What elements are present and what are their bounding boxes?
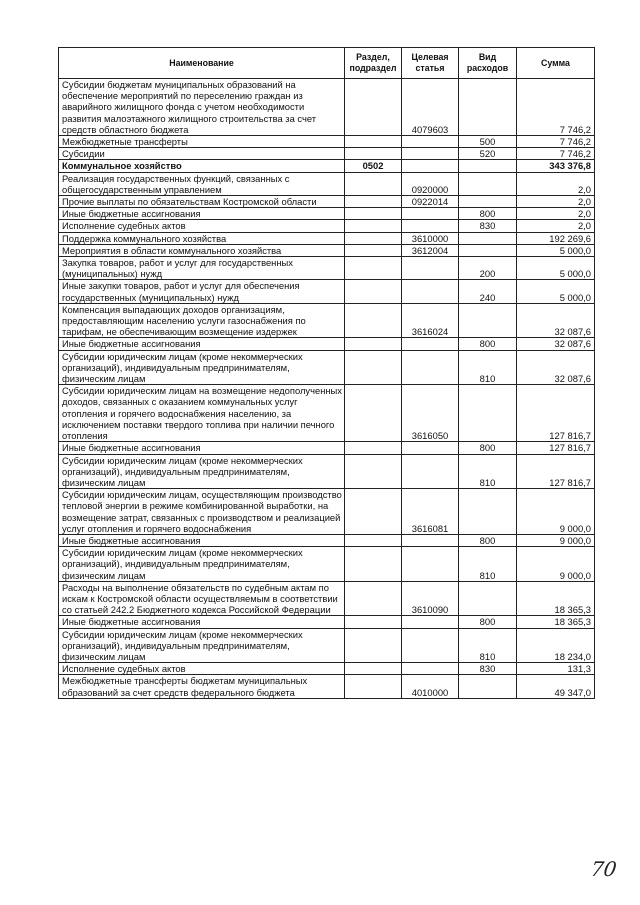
cell-section xyxy=(345,79,402,136)
cell-article xyxy=(402,136,459,148)
cell-article: 4079603 xyxy=(402,79,459,136)
cell-sum: 18 234,0 xyxy=(517,628,595,663)
cell-article: 3616024 xyxy=(402,303,459,338)
table-row xyxy=(59,454,595,489)
cell-kind: 240 xyxy=(459,280,517,303)
cell-section xyxy=(345,136,402,148)
cell-kind xyxy=(459,385,517,442)
cell-section xyxy=(345,350,402,385)
cell-section xyxy=(345,385,402,442)
cell-kind: 810 xyxy=(459,350,517,385)
table-row xyxy=(59,628,595,663)
cell-name: Межбюджетные трансферты xyxy=(59,136,345,148)
table-row xyxy=(59,196,595,208)
cell-article: 3612004 xyxy=(402,244,459,256)
cell-name: Иные бюджетные ассигнования xyxy=(59,616,345,628)
cell-kind: 800 xyxy=(459,442,517,454)
cell-article: 0922014 xyxy=(402,196,459,208)
table-row xyxy=(59,220,595,232)
cell-sum: 2,0 xyxy=(517,208,595,220)
cell-kind xyxy=(459,196,517,208)
header-name: Наименование xyxy=(59,48,345,79)
cell-name: Реализация государственных функций, связанных с общегосударственным управлением xyxy=(59,172,345,195)
cell-kind: 830 xyxy=(459,663,517,675)
cell-sum: 7 746,2 xyxy=(517,79,595,136)
cell-article: 3616050 xyxy=(402,385,459,442)
cell-name: Субсидии бюджетам муниципальных образований на обеспечение мероприятий по переселению граждан из аварийного жилищного фонда с учетом необходимости развития малоэтажного жилищного строительства за счет средств областного бюджета xyxy=(59,79,345,136)
table-row xyxy=(59,208,595,220)
cell-article xyxy=(402,350,459,385)
cell-sum: 32 087,6 xyxy=(517,303,595,338)
cell-name: Субсидии юридическим лицам (кроме некоммерческих организаций), индивидуальным предпринимателям, физическим лицам xyxy=(59,454,345,489)
table-row xyxy=(59,257,595,280)
table-row xyxy=(59,338,595,350)
cell-article xyxy=(402,160,459,172)
budget-table-sheet xyxy=(58,47,594,699)
cell-name: Иные закупки товаров, работ и услуг для обеспечения государственных (муниципальных) нужд xyxy=(59,280,345,303)
table-row xyxy=(59,534,595,546)
cell-kind: 200 xyxy=(459,257,517,280)
cell-section xyxy=(345,616,402,628)
cell-sum: 127 816,7 xyxy=(517,385,595,442)
cell-kind xyxy=(459,232,517,244)
cell-article xyxy=(402,534,459,546)
table-row xyxy=(59,581,595,616)
cell-sum: 5 000,0 xyxy=(517,280,595,303)
table-row xyxy=(59,489,595,535)
cell-article: 3616081 xyxy=(402,489,459,535)
cell-article: 0920000 xyxy=(402,172,459,195)
cell-name: Иные бюджетные ассигнования xyxy=(59,534,345,546)
cell-article xyxy=(402,257,459,280)
cell-sum: 18 365,3 xyxy=(517,581,595,616)
cell-section xyxy=(345,280,402,303)
cell-kind xyxy=(459,675,517,698)
table-row xyxy=(59,385,595,442)
table-row xyxy=(59,172,595,195)
table-header-row xyxy=(59,48,595,79)
cell-name: Субсидии юридическим лицам (кроме некоммерческих организаций), индивидуальным предпринимателям, физическим лицам xyxy=(59,628,345,663)
cell-kind xyxy=(459,79,517,136)
cell-section xyxy=(345,547,402,582)
cell-section xyxy=(345,489,402,535)
cell-kind: 810 xyxy=(459,547,517,582)
cell-name: Коммунальное хозяйство xyxy=(59,160,345,172)
cell-section xyxy=(345,208,402,220)
cell-section xyxy=(345,220,402,232)
cell-sum: 5 000,0 xyxy=(517,257,595,280)
cell-sum: 49 347,0 xyxy=(517,675,595,698)
cell-name: Закупка товаров, работ и услуг для государственных (муниципальных) нужд xyxy=(59,257,345,280)
cell-section xyxy=(345,534,402,546)
cell-kind: 500 xyxy=(459,136,517,148)
cell-name: Компенсация выпадающих доходов организациям, предоставляющим населению услуги газоснабжения по тарифам, не обеспечивающим возмещение издержек xyxy=(59,303,345,338)
header-article: Целевая статья xyxy=(402,48,459,79)
cell-article xyxy=(402,547,459,582)
cell-section xyxy=(345,628,402,663)
cell-sum: 131,3 xyxy=(517,663,595,675)
cell-section xyxy=(345,663,402,675)
cell-sum: 2,0 xyxy=(517,196,595,208)
cell-kind: 810 xyxy=(459,454,517,489)
cell-name: Субсидии xyxy=(59,148,345,160)
cell-sum: 9 000,0 xyxy=(517,547,595,582)
cell-kind: 810 xyxy=(459,628,517,663)
cell-article xyxy=(402,616,459,628)
cell-section xyxy=(345,172,402,195)
cell-article xyxy=(402,148,459,160)
cell-kind: 800 xyxy=(459,338,517,350)
cell-section xyxy=(345,232,402,244)
cell-name: Исполнение судебных актов xyxy=(59,220,345,232)
cell-sum: 7 746,2 xyxy=(517,136,595,148)
cell-kind xyxy=(459,244,517,256)
cell-sum: 2,0 xyxy=(517,172,595,195)
cell-kind: 800 xyxy=(459,208,517,220)
cell-kind: 800 xyxy=(459,616,517,628)
table-row xyxy=(59,136,595,148)
table-row xyxy=(59,79,595,136)
table-row xyxy=(59,303,595,338)
cell-sum: 343 376,8 xyxy=(517,160,595,172)
cell-name: Субсидии юридическим лицам (кроме некоммерческих организаций), индивидуальным предпринимателям, физическим лицам xyxy=(59,547,345,582)
table-row xyxy=(59,350,595,385)
cell-sum: 9 000,0 xyxy=(517,534,595,546)
cell-sum: 32 087,6 xyxy=(517,338,595,350)
cell-sum: 127 816,7 xyxy=(517,442,595,454)
table-row xyxy=(59,148,595,160)
cell-sum: 32 087,6 xyxy=(517,350,595,385)
cell-name: Расходы на выполнение обязательств по судебным актам по искам к Костромской области осуществляемым в соответствии со статьей 242.2 Бюджетного кодекса Российской Федерации xyxy=(59,581,345,616)
table-row xyxy=(59,442,595,454)
cell-kind xyxy=(459,581,517,616)
table-row xyxy=(59,280,595,303)
table-row xyxy=(59,547,595,582)
cell-name: Прочие выплаты по обязательствам Костромской области xyxy=(59,196,345,208)
cell-kind xyxy=(459,303,517,338)
cell-section xyxy=(345,303,402,338)
cell-section xyxy=(345,244,402,256)
header-sum: Сумма xyxy=(517,48,595,79)
cell-kind: 800 xyxy=(459,534,517,546)
cell-name: Иные бюджетные ассигнования xyxy=(59,208,345,220)
table-row xyxy=(59,232,595,244)
cell-article xyxy=(402,628,459,663)
cell-sum: 127 816,7 xyxy=(517,454,595,489)
cell-article: 4010000 xyxy=(402,675,459,698)
table-row xyxy=(59,616,595,628)
cell-section xyxy=(345,148,402,160)
cell-section xyxy=(345,257,402,280)
table-body xyxy=(59,79,595,699)
page-number: 70 xyxy=(589,857,619,881)
cell-article xyxy=(402,454,459,489)
budget-table xyxy=(58,47,595,699)
cell-kind: 830 xyxy=(459,220,517,232)
cell-section xyxy=(345,581,402,616)
cell-name: Межбюджетные трансферты бюджетам муниципальных образований за счет средств федерального бюджета xyxy=(59,675,345,698)
cell-article: 3610090 xyxy=(402,581,459,616)
cell-kind xyxy=(459,160,517,172)
cell-kind xyxy=(459,489,517,535)
cell-article xyxy=(402,280,459,303)
cell-section xyxy=(345,196,402,208)
cell-sum: 5 000,0 xyxy=(517,244,595,256)
cell-name: Исполнение судебных актов xyxy=(59,663,345,675)
table-row xyxy=(59,675,595,698)
cell-article xyxy=(402,663,459,675)
cell-section: 0502 xyxy=(345,160,402,172)
cell-sum: 9 000,0 xyxy=(517,489,595,535)
cell-sum: 192 269,6 xyxy=(517,232,595,244)
cell-article xyxy=(402,338,459,350)
table-row xyxy=(59,663,595,675)
cell-article xyxy=(402,442,459,454)
cell-section xyxy=(345,675,402,698)
cell-name: Иные бюджетные ассигнования xyxy=(59,338,345,350)
cell-article xyxy=(402,208,459,220)
header-section: Раздел, подраздел xyxy=(345,48,402,79)
table-row xyxy=(59,160,595,172)
cell-name: Поддержка коммунального хозяйства xyxy=(59,232,345,244)
cell-kind: 520 xyxy=(459,148,517,160)
cell-sum: 18 365,3 xyxy=(517,616,595,628)
cell-name: Субсидии юридическим лицам (кроме некоммерческих организаций), индивидуальным предпринимателям, физическим лицам xyxy=(59,350,345,385)
cell-section xyxy=(345,454,402,489)
cell-name: Иные бюджетные ассигнования xyxy=(59,442,345,454)
table-row xyxy=(59,244,595,256)
cell-section xyxy=(345,338,402,350)
cell-article: 3610000 xyxy=(402,232,459,244)
cell-sum: 7 746,2 xyxy=(517,148,595,160)
cell-name: Субсидии юридическим лицам на возмещение недополученных доходов, связанных с оказанием коммунальных услуг отопления и горячего водоснабжения населению, за исключением поставки твердого топлива при наличии печного отопления xyxy=(59,385,345,442)
cell-sum: 2,0 xyxy=(517,220,595,232)
cell-name: Мероприятия в области коммунального хозяйства xyxy=(59,244,345,256)
cell-name: Субсидии юридическим лицам, осуществляющим производство тепловой энергии в режиме комбинированной выработки, на возмещение затрат, связанных с производством и реализацией услуг отопления и горячего водоснабжения xyxy=(59,489,345,535)
cell-kind xyxy=(459,172,517,195)
cell-article xyxy=(402,220,459,232)
header-kind: Вид расходов xyxy=(459,48,517,79)
cell-section xyxy=(345,442,402,454)
